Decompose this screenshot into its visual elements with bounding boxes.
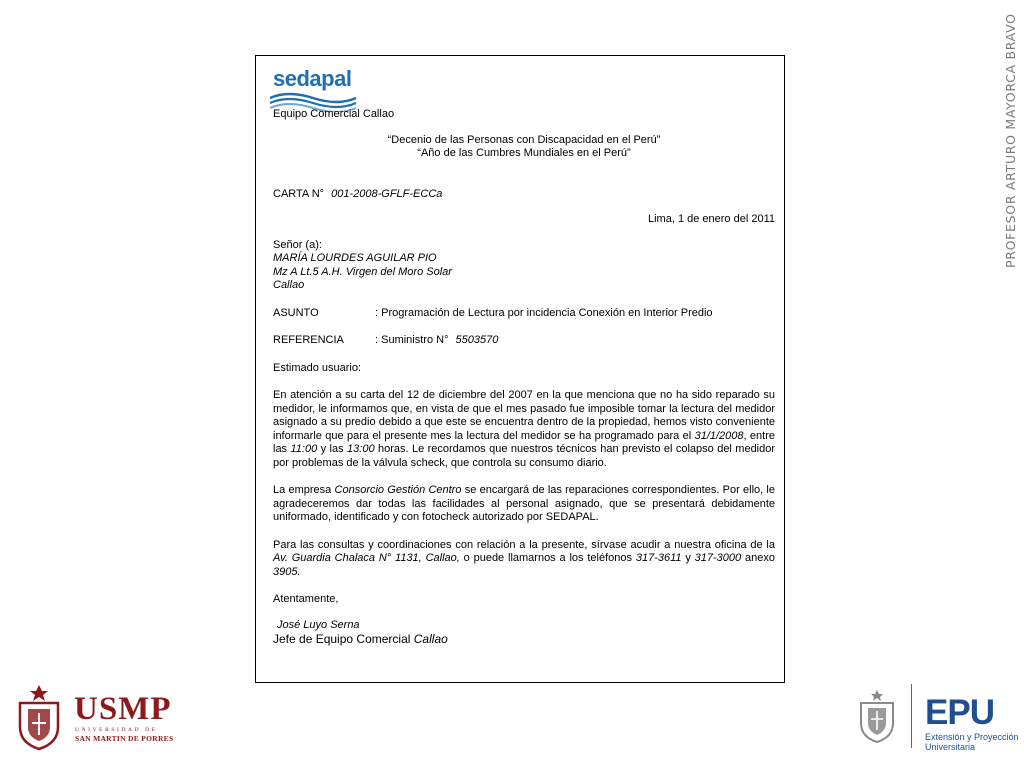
paragraph-2: La empresa Consorcio Gestión Centro se encargará de las reparaciones correspondientes. Por ello, le agradeceremos dar todas las facilidades al personal asignado, que se presentará debidamente uniformado, identificado y con fotocheck autorizado por SEDAPAL. bbox=[273, 484, 775, 523]
team-line: Equipo Comercial Callao bbox=[273, 108, 395, 120]
greeting: Estimado usuario: bbox=[273, 361, 362, 374]
signer-title: Jefe de Equipo Comercial Callao bbox=[273, 632, 448, 646]
usmp-subtitle-2: SAN MARTIN DE PORRES bbox=[75, 734, 174, 743]
asunto-label: ASUNTO bbox=[273, 306, 319, 319]
carta-number: 001-2008-GFLF-ECCa bbox=[331, 187, 443, 200]
salutation-label: Señor (a): bbox=[273, 238, 322, 251]
letter-frame bbox=[255, 55, 785, 683]
paragraph-1: En atención a su carta del 12 de diciembre del 2007 en la que menciona que no ha sido reparado su medidor, le informamos que, en vista de que el mes pasado fue imposible tomar la lectura del medidor asignado a su predio debido a que este se encuentra dentro de la propiedad, hemos visto conveniente informarle que para el presente mes la lectura del medidor se ha programado para el 31/1/2008, entre las 11:00 y las 13:00 horas. Le recordamos que nuestros técnicos han previsto el colapso del medidor por problemas de la válvula scheck, que controla su consumo diario. bbox=[273, 389, 776, 469]
carta-label: CARTA N° bbox=[273, 187, 325, 200]
recipient-address: Mz A Lt.5 A.H. Virgen del Moro Solar bbox=[273, 265, 452, 278]
recipient-city: Callao bbox=[273, 279, 305, 291]
carta-line bbox=[273, 188, 775, 202]
referencia-prefix: : Suministro N° bbox=[375, 334, 449, 346]
epu-subtitle: Extensión y Proyección Universitaria bbox=[925, 732, 1019, 752]
recipient-name: MARÍA LOURDES AGUILAR PIO bbox=[273, 252, 437, 264]
letter-body bbox=[273, 108, 775, 647]
epu-crest-icon bbox=[857, 688, 897, 744]
referencia-label: REFERENCIA bbox=[273, 334, 344, 346]
sedapal-logo bbox=[268, 64, 358, 114]
letter-date: Lima, 1 de enero del 2011 bbox=[648, 213, 775, 225]
epu-divider bbox=[911, 684, 912, 748]
usmp-subtitle: UNIVERSIDAD DE bbox=[75, 727, 158, 733]
asunto-value: : Programación de Lectura por incidencia Conexión en Interior Predio bbox=[375, 306, 713, 319]
usmp-name: USMP bbox=[74, 691, 172, 727]
signer-name: José Luyo Serna bbox=[277, 618, 360, 631]
motto-line-1: “Decenio de las Personas con Discapacidad en el Perú” bbox=[387, 133, 661, 146]
asunto-row bbox=[273, 307, 775, 321]
referencia-row bbox=[273, 334, 775, 348]
paragraph-3: Para las consultas y coordinaciones con relación a la presente, sírvase acudir a nuestra oficina de la Av. Guardia Chalaca N° 1131, Callao, o puede llamarnos a los teléfonos 317-3611 y 317-3000 anexo 3905. bbox=[273, 538, 775, 578]
epu-name: EPU bbox=[925, 693, 994, 732]
sedapal-logo-text: sedapal bbox=[273, 66, 352, 91]
side-caption: PROFESOR ARTURO MAYORCA BRAVO bbox=[1003, 13, 1018, 268]
usmp-crest-icon bbox=[14, 683, 64, 751]
closing: Atentamente, bbox=[273, 593, 339, 605]
referencia-number: 5503570 bbox=[455, 334, 499, 346]
motto-line-2: “Año de las Cumbres Mundiales en el Perú” bbox=[417, 147, 631, 159]
